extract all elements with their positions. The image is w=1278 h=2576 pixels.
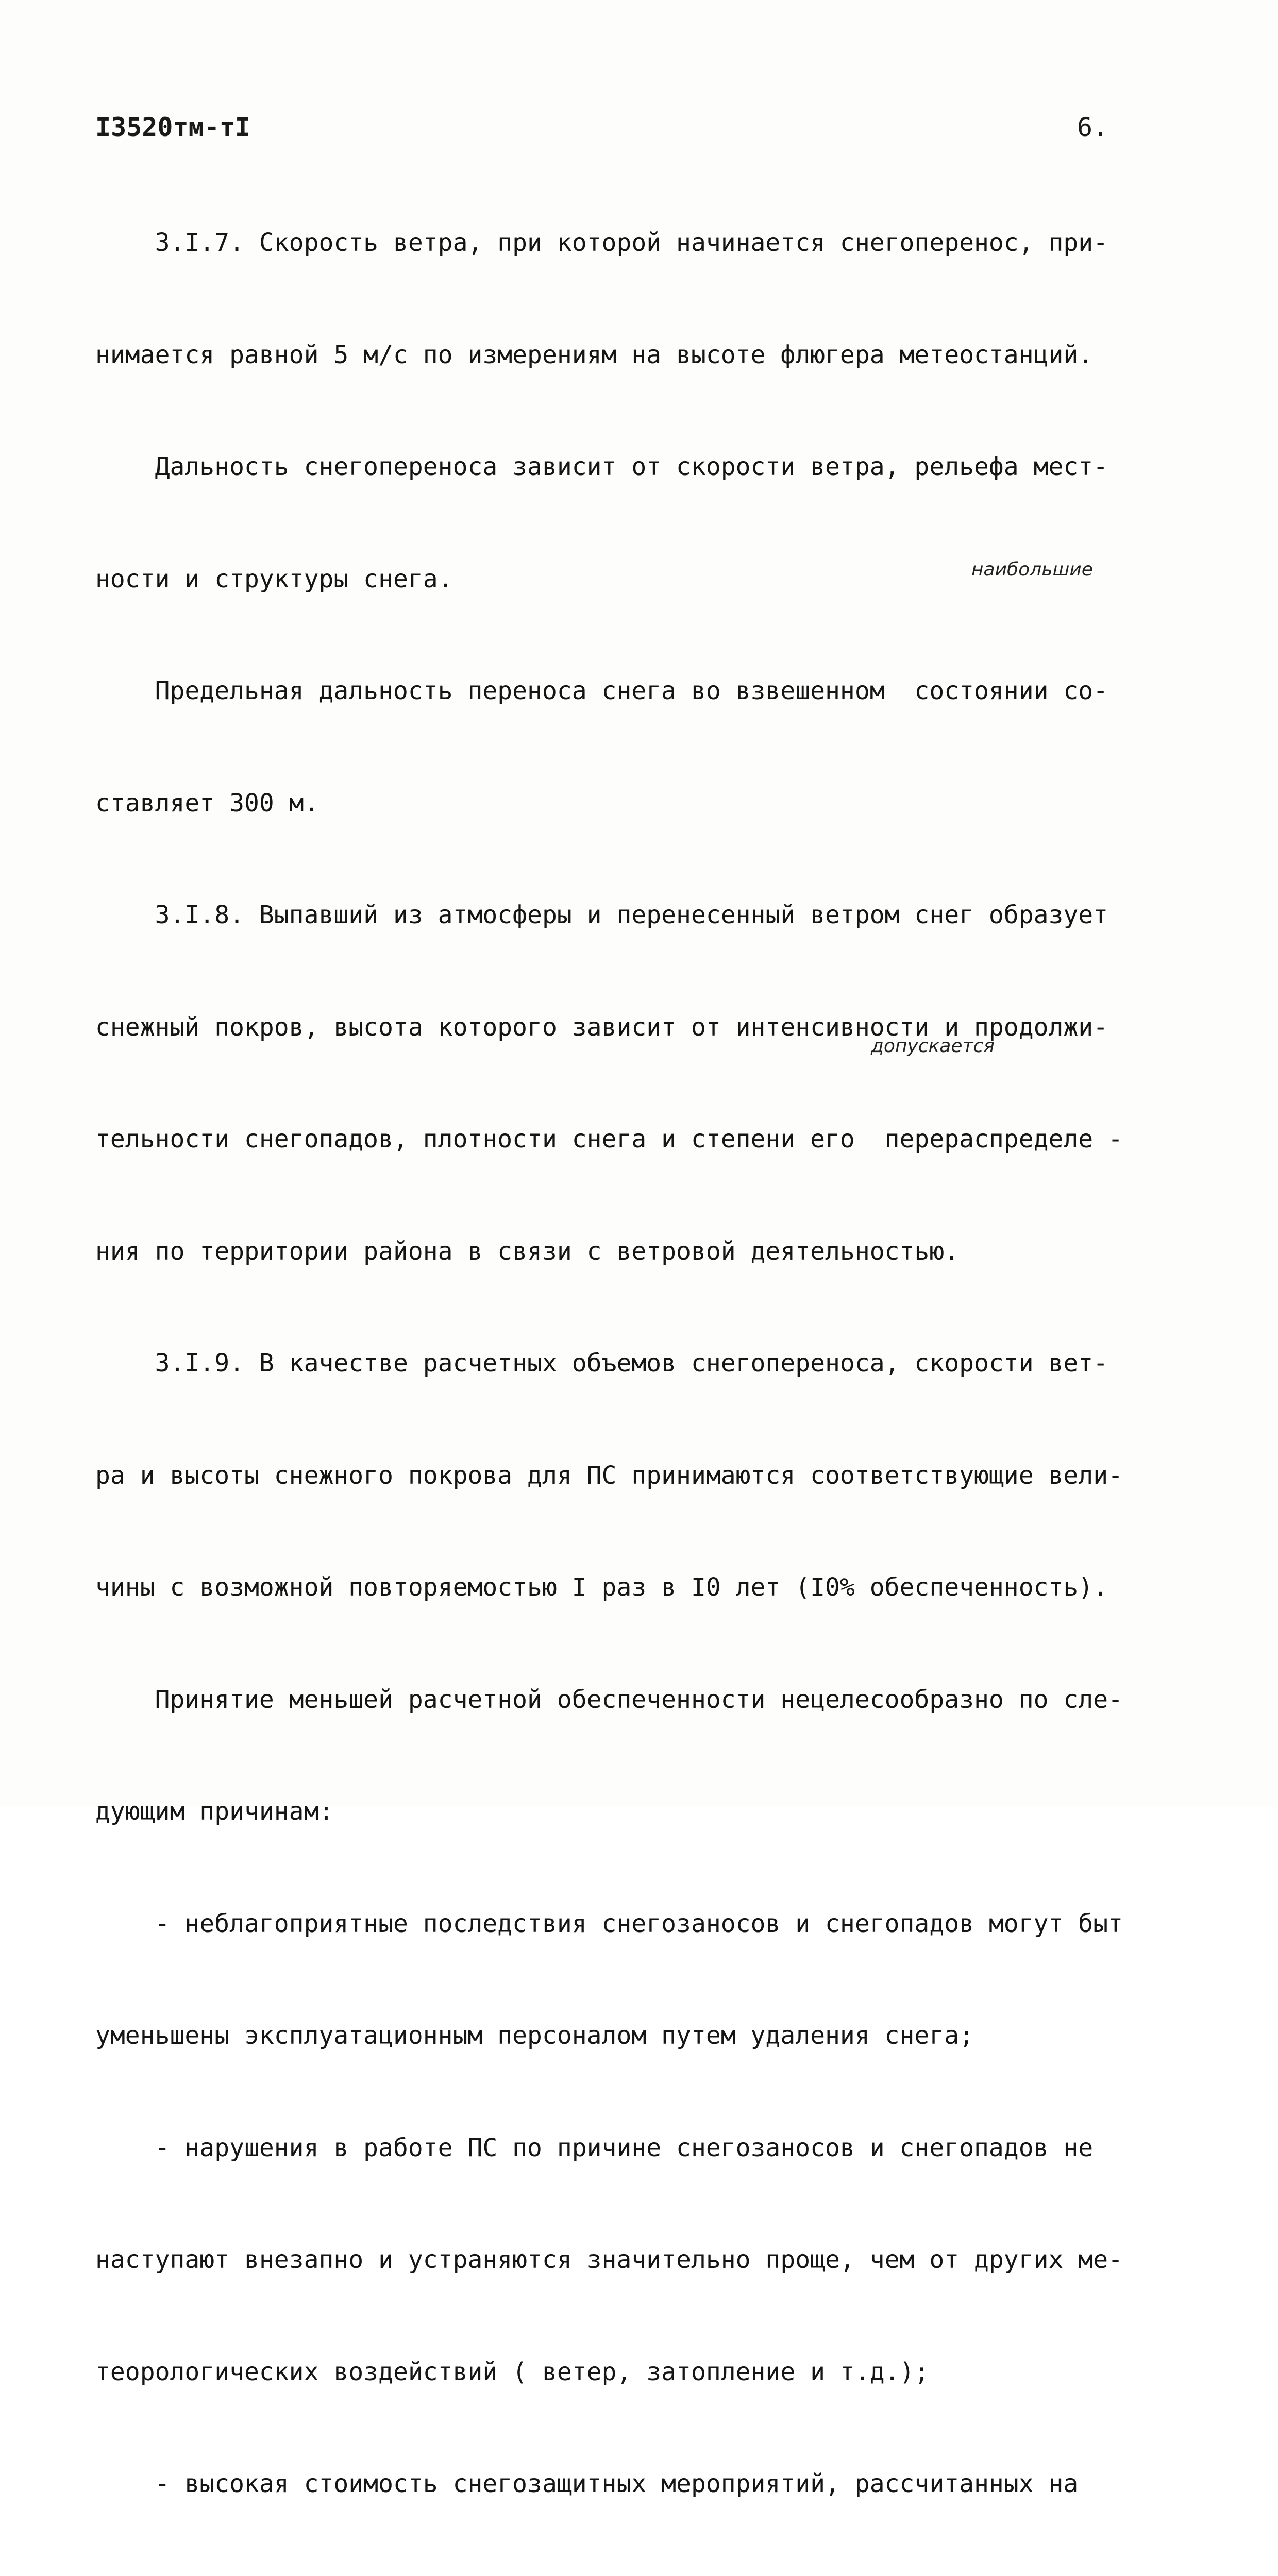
document-code: I3520тм-тI <box>95 112 251 142</box>
text-line: дующим причинам: <box>95 1797 334 1826</box>
text-line: ставляет 300 м. <box>95 788 319 818</box>
text-line: - нарушения в работе ПС по причине снегозаносов и снегопадов не <box>95 2133 1094 2162</box>
text-line: наступают внезапно и устраняются значительно проще, чем от других ме- <box>95 2245 1123 2274</box>
text-line: тельности снегопадов, плотности снега и степени его перераспределе - <box>95 1125 1123 1154</box>
text-line: Дальность снегопереноса зависит от скорости ветра, рельефа мест- <box>95 452 1108 481</box>
text-line: 3.I.8. Выпавший из атмосферы и перенесенный ветром снег образует <box>95 901 1108 929</box>
document-body <box>95 149 1208 2576</box>
text-line: ния по территории района в связи с ветровой деятельностью. <box>95 1236 960 1266</box>
handwritten-insert: наибольшие <box>971 559 1093 580</box>
text-line: Предельная дальность переноса снега во взвешенном состоянии со- <box>95 676 1108 705</box>
text-line: - высокая стоимость снегозащитных мероприятий, рассчитанных на <box>95 2469 1079 2498</box>
text-line: теорологических воздействий ( ветер, затопление и т.д.); <box>95 2357 930 2386</box>
text-line: ра и высоты снежного покрова для ПС принимаются соответствующие вели- <box>95 1461 1123 1490</box>
text-line: ности и структуры снега. <box>95 564 453 594</box>
text-line: 3.I.9. В качестве расчетных объемов снегопереноса, скорости вет- <box>95 1349 1108 1378</box>
text-line: нимается равной 5 м/с по измерениям на высоте флюгера метеостанций. <box>95 340 1094 369</box>
text-line: Принятие меньшей расчетной обеспеченности нецелесообразно по сле- <box>95 1685 1123 1714</box>
text-line: 3.I.7. Скорость ветра, при которой начинается снегоперенос, при- <box>95 228 1108 257</box>
text-line: снежный покров, высота которого зависит от интенсивности и продолжи- <box>95 1012 1108 1042</box>
page-number: 6. <box>1077 112 1108 142</box>
text-line: чины с возможной повторяемостью I раз в I0 лет (I0% обеспеченность). <box>95 1573 1108 1602</box>
handwritten-insert: допускается <box>871 1036 995 1057</box>
text-line: - неблагоприятные последствия снегозаносов и снегопадов могут быт <box>95 1909 1123 1938</box>
text-line: уменьшены эксплуатационным персоналом путем удаления снега; <box>95 2021 974 2050</box>
